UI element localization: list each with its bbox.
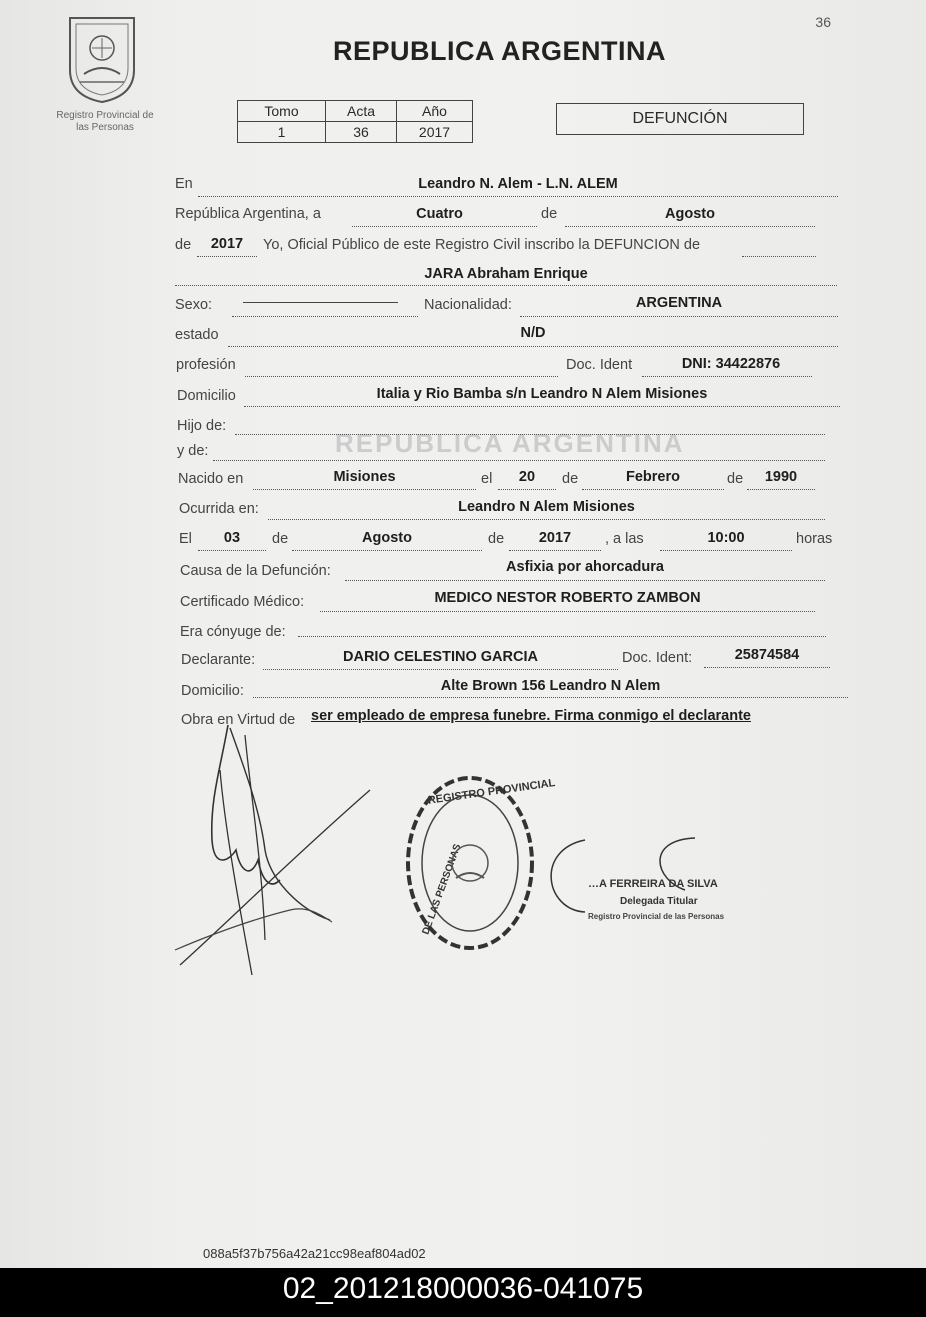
dots <box>298 636 826 637</box>
official-round-stamp <box>400 768 556 958</box>
value-nac-anio: 1990 <box>764 469 798 485</box>
provincial-seal-icon <box>62 12 142 104</box>
watermark: REPUBLICA ARGENTINA <box>335 428 685 458</box>
sexo-dash <box>243 302 398 303</box>
label-y-de: y de: <box>177 443 209 459</box>
dots <box>198 550 266 551</box>
dots <box>345 580 825 581</box>
dots <box>660 550 792 551</box>
value-dni: DNI: 34422876 <box>681 356 781 372</box>
registry-name <box>40 110 170 134</box>
dots <box>642 376 812 377</box>
dots <box>565 226 815 227</box>
label-intro: Yo, Oficial Público de este Registro Civil inscribo la DEFUNCION de <box>263 237 701 253</box>
label-de-year: de <box>175 237 192 253</box>
officer-name: …A FERREIRA DA SILVA <box>588 878 718 890</box>
footer-code: 02_201218000036-041075 <box>282 1272 644 1305</box>
value-nac-mes: Febrero <box>626 469 680 485</box>
footer-bar <box>0 1268 926 1317</box>
label-horas: horas <box>796 531 833 547</box>
label-sexo: Sexo: <box>175 297 213 313</box>
dots <box>175 285 837 286</box>
officer-role: Delegada Titular <box>620 896 698 907</box>
dots <box>198 196 838 197</box>
value-obra: ser empleado de empresa funebre. Firma conmigo el declarante <box>311 708 751 724</box>
value-nac-dia: 20 <box>518 469 536 485</box>
label-de: de <box>541 206 558 222</box>
dots <box>268 519 825 520</box>
register-table-values <box>238 122 473 143</box>
label-el-cap: El <box>179 531 192 547</box>
label-nacionalidad: Nacionalidad: <box>424 297 512 313</box>
declarant-signature <box>170 710 430 980</box>
value-hora: 10:00 <box>707 530 745 546</box>
dots <box>235 434 825 435</box>
dots <box>244 406 840 407</box>
officer-org: Registro Provincial de las Personas <box>588 912 725 921</box>
label-a-las: , a las <box>605 531 644 547</box>
header-tomo: Tomo <box>238 101 326 122</box>
label-de: de <box>727 471 744 487</box>
value-def-dia: 03 <box>223 530 241 546</box>
label-de: de <box>488 531 505 547</box>
header-acta: Acta <box>326 101 397 122</box>
label-ocurrida-en: Ocurrida en: <box>179 501 259 517</box>
value-certificado: MEDICO NESTOR ROBERTO ZAMBON <box>434 590 701 606</box>
dots <box>352 226 537 227</box>
value-def-anio: 2017 <box>538 530 572 546</box>
value-nombre: JARA Abraham Enrique <box>424 266 588 282</box>
stamp-text-side: DE LAS PERSONAS <box>420 842 464 937</box>
dots <box>292 550 482 551</box>
record-type-box: DEFUNCIÓN <box>556 103 804 135</box>
dots <box>320 611 815 612</box>
label-conyuge: Era cónyuge de: <box>180 624 286 640</box>
label-doc-ident: Doc. Ident <box>566 357 633 373</box>
dots <box>228 346 838 347</box>
label-estado: estado <box>175 327 219 343</box>
register-table-header <box>238 101 473 122</box>
label-republica: República Argentina, a <box>175 206 321 222</box>
value-nacionalidad: ARGENTINA <box>635 295 723 311</box>
label-nacido-en: Nacido en <box>178 471 244 487</box>
value-lugar: Leandro N. Alem - L.N. ALEM <box>418 176 618 192</box>
value-tomo: 1 <box>238 122 326 143</box>
dots <box>253 489 476 490</box>
value-declarante-doc: 25874584 <box>734 647 800 663</box>
label-obra: Obra en Virtud de <box>181 712 296 728</box>
value-causa: Asfixia por ahorcadura <box>506 559 664 575</box>
document-title: REPUBLICA ARGENTINA <box>333 36 666 66</box>
label-certificado: Certificado Médico: <box>180 594 305 610</box>
registry-line-1: Registro Provincial de <box>56 110 154 121</box>
label-doc-ident-colon: Doc. Ident: <box>622 650 693 666</box>
value-acta: 36 <box>326 122 397 143</box>
value-nacido-en: Misiones <box>333 469 396 485</box>
dots <box>582 489 724 490</box>
dots <box>197 256 257 257</box>
label-de: de <box>272 531 289 547</box>
dots <box>704 667 830 668</box>
register-table <box>237 100 473 143</box>
dots <box>253 697 848 698</box>
dots <box>747 489 815 490</box>
value-dia-letras: Cuatro <box>416 206 463 222</box>
label-el: el <box>481 471 493 487</box>
label-de: de <box>562 471 579 487</box>
document-hash: 088a5f37b756a42a21cc98eaf804ad02 <box>203 1246 426 1261</box>
value-anio: 2017 <box>397 122 473 143</box>
label-domicilio-colon: Domicilio: <box>181 683 244 699</box>
stamp-text-top: REGISTRO PROVINCIAL <box>427 777 556 807</box>
value-def-mes: Agosto <box>362 530 412 546</box>
label-hijo-de: Hijo de: <box>177 418 227 434</box>
dots <box>213 460 825 461</box>
value-declarante-domicilio: Alte Brown 156 Leandro N Alem <box>440 678 661 694</box>
dots <box>263 669 618 670</box>
label-en: En <box>175 176 193 192</box>
dots <box>742 256 816 257</box>
label-causa: Causa de la Defunción: <box>180 563 331 579</box>
value-mes: Agosto <box>665 206 715 222</box>
dots <box>245 376 558 377</box>
page-number: 36 <box>815 14 831 30</box>
label-domicilio: Domicilio <box>177 388 236 404</box>
value-domicilio: Italia y Rio Bamba s/n Leandro N Alem Misiones <box>376 386 708 402</box>
label-profesion: profesión <box>176 357 236 373</box>
value-ocurrida-en: Leandro N Alem Misiones <box>458 499 635 515</box>
value-declarante: DARIO CELESTINO GARCIA <box>343 649 538 665</box>
value-anio: 2017 <box>210 236 244 252</box>
registry-line-2: las Personas <box>76 122 134 133</box>
dots <box>498 489 556 490</box>
header-anio: Año <box>397 101 473 122</box>
dots <box>232 316 418 317</box>
value-estado: N/D <box>520 325 546 341</box>
dots <box>509 550 601 551</box>
dots <box>520 316 838 317</box>
label-declarante: Declarante: <box>181 652 256 668</box>
